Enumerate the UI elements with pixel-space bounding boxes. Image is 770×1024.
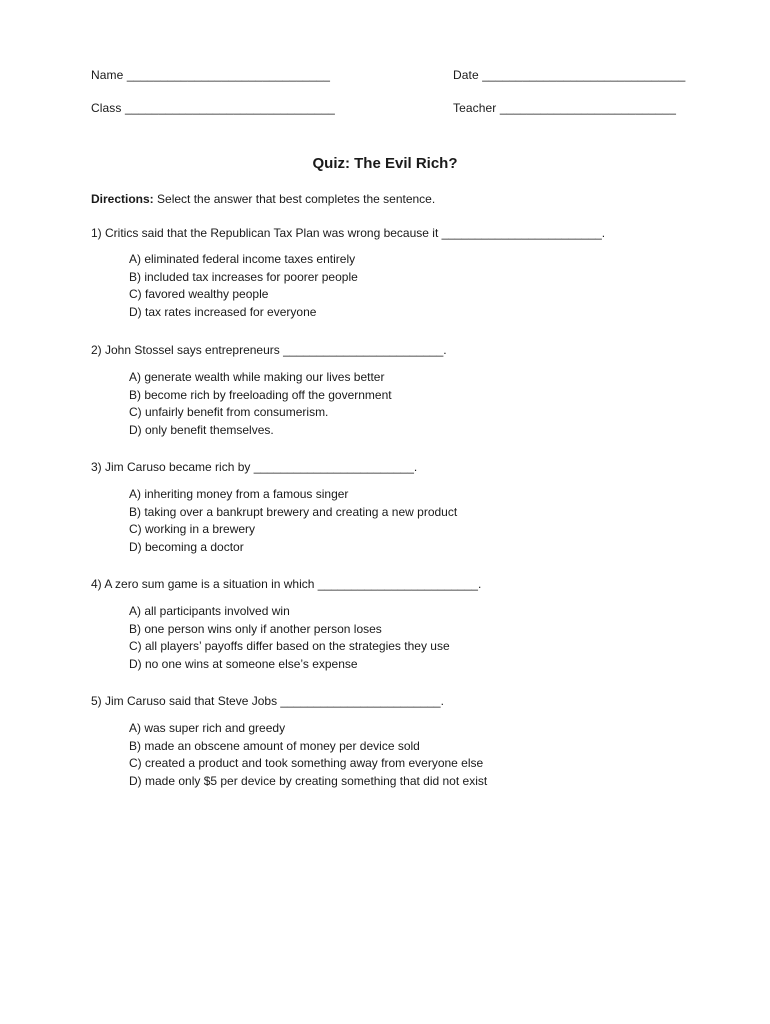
date-blank: ______________________________ bbox=[482, 68, 686, 82]
name-blank: ______________________________ bbox=[126, 68, 331, 82]
directions-text: Select the answer that best completes the sentence. bbox=[157, 192, 436, 206]
date-label: Date bbox=[453, 68, 479, 82]
option-a[interactable]: A) all participants involved win bbox=[129, 604, 290, 618]
name-date-row bbox=[91, 68, 691, 86]
name-label: Name bbox=[91, 68, 124, 82]
option-c[interactable]: C) unfairly benefit from consumerism. bbox=[129, 405, 329, 420]
option-a[interactable]: A) inheriting money from a famous singer bbox=[129, 487, 349, 501]
option-a[interactable]: A) was super rich and greedy bbox=[129, 721, 286, 735]
option-c[interactable]: C) working in a brewery bbox=[129, 522, 256, 537]
question-1-options bbox=[129, 251, 358, 321]
question-4-options bbox=[129, 603, 450, 673]
question-5-options bbox=[129, 720, 487, 790]
option-b[interactable]: B) included tax increases for poorer people bbox=[129, 269, 358, 284]
directions-label: Directions: bbox=[91, 192, 154, 206]
option-b[interactable]: B) made an obscene amount of money per device sold bbox=[129, 738, 420, 753]
question-3-prompt: 3) Jim Caruso became rich by ________________________. bbox=[91, 460, 418, 474]
date-field[interactable] bbox=[453, 68, 685, 82]
question-1-prompt: 1) Critics said that the Republican Tax Plan was wrong because it ________________________. bbox=[91, 226, 606, 240]
option-a[interactable]: A) generate wealth while making our lives better bbox=[129, 370, 385, 384]
question-5-prompt: 5) Jim Caruso said that Steve Jobs ________________________. bbox=[91, 694, 444, 708]
option-c[interactable]: C) all players’ payoffs differ based on the strategies they use bbox=[129, 639, 450, 654]
option-b[interactable]: B) taking over a bankrupt brewery and creating a new product bbox=[129, 504, 458, 519]
name-field[interactable] bbox=[91, 68, 330, 82]
teacher-blank: __________________________ bbox=[499, 101, 676, 115]
option-d[interactable]: D) no one wins at someone else’s expense bbox=[129, 656, 358, 671]
option-b[interactable]: B) become rich by freeloading off the government bbox=[129, 387, 392, 402]
class-label: Class bbox=[91, 101, 122, 115]
teacher-field[interactable] bbox=[453, 101, 676, 115]
option-d[interactable]: D) only benefit themselves. bbox=[129, 422, 274, 437]
question-2-options bbox=[129, 369, 392, 439]
option-c[interactable]: C) created a product and took something away from everyone else bbox=[129, 756, 484, 771]
option-c[interactable]: C) favored wealthy people bbox=[129, 287, 269, 302]
option-d[interactable]: D) becoming a doctor bbox=[129, 539, 244, 554]
option-d[interactable]: D) made only $5 per device by creating something that did not exist bbox=[129, 773, 488, 788]
option-b[interactable]: B) one person wins only if another person loses bbox=[129, 621, 382, 636]
teacher-label: Teacher bbox=[453, 101, 497, 115]
class-blank: _______________________________ bbox=[124, 101, 335, 115]
question-2-prompt: 2) John Stossel says entrepreneurs ________________________. bbox=[91, 343, 447, 357]
quiz-title: Quiz: The Evil Rich? bbox=[312, 155, 458, 172]
question-4-prompt: 4) A zero sum game is a situation in which ________________________. bbox=[91, 577, 482, 591]
directions bbox=[91, 192, 435, 206]
question-3-options bbox=[129, 486, 457, 556]
class-teacher-row bbox=[91, 101, 691, 119]
class-field[interactable] bbox=[91, 101, 335, 115]
option-a[interactable]: A) eliminated federal income taxes entirely bbox=[129, 252, 356, 266]
option-d[interactable]: D) tax rates increased for everyone bbox=[129, 304, 317, 319]
